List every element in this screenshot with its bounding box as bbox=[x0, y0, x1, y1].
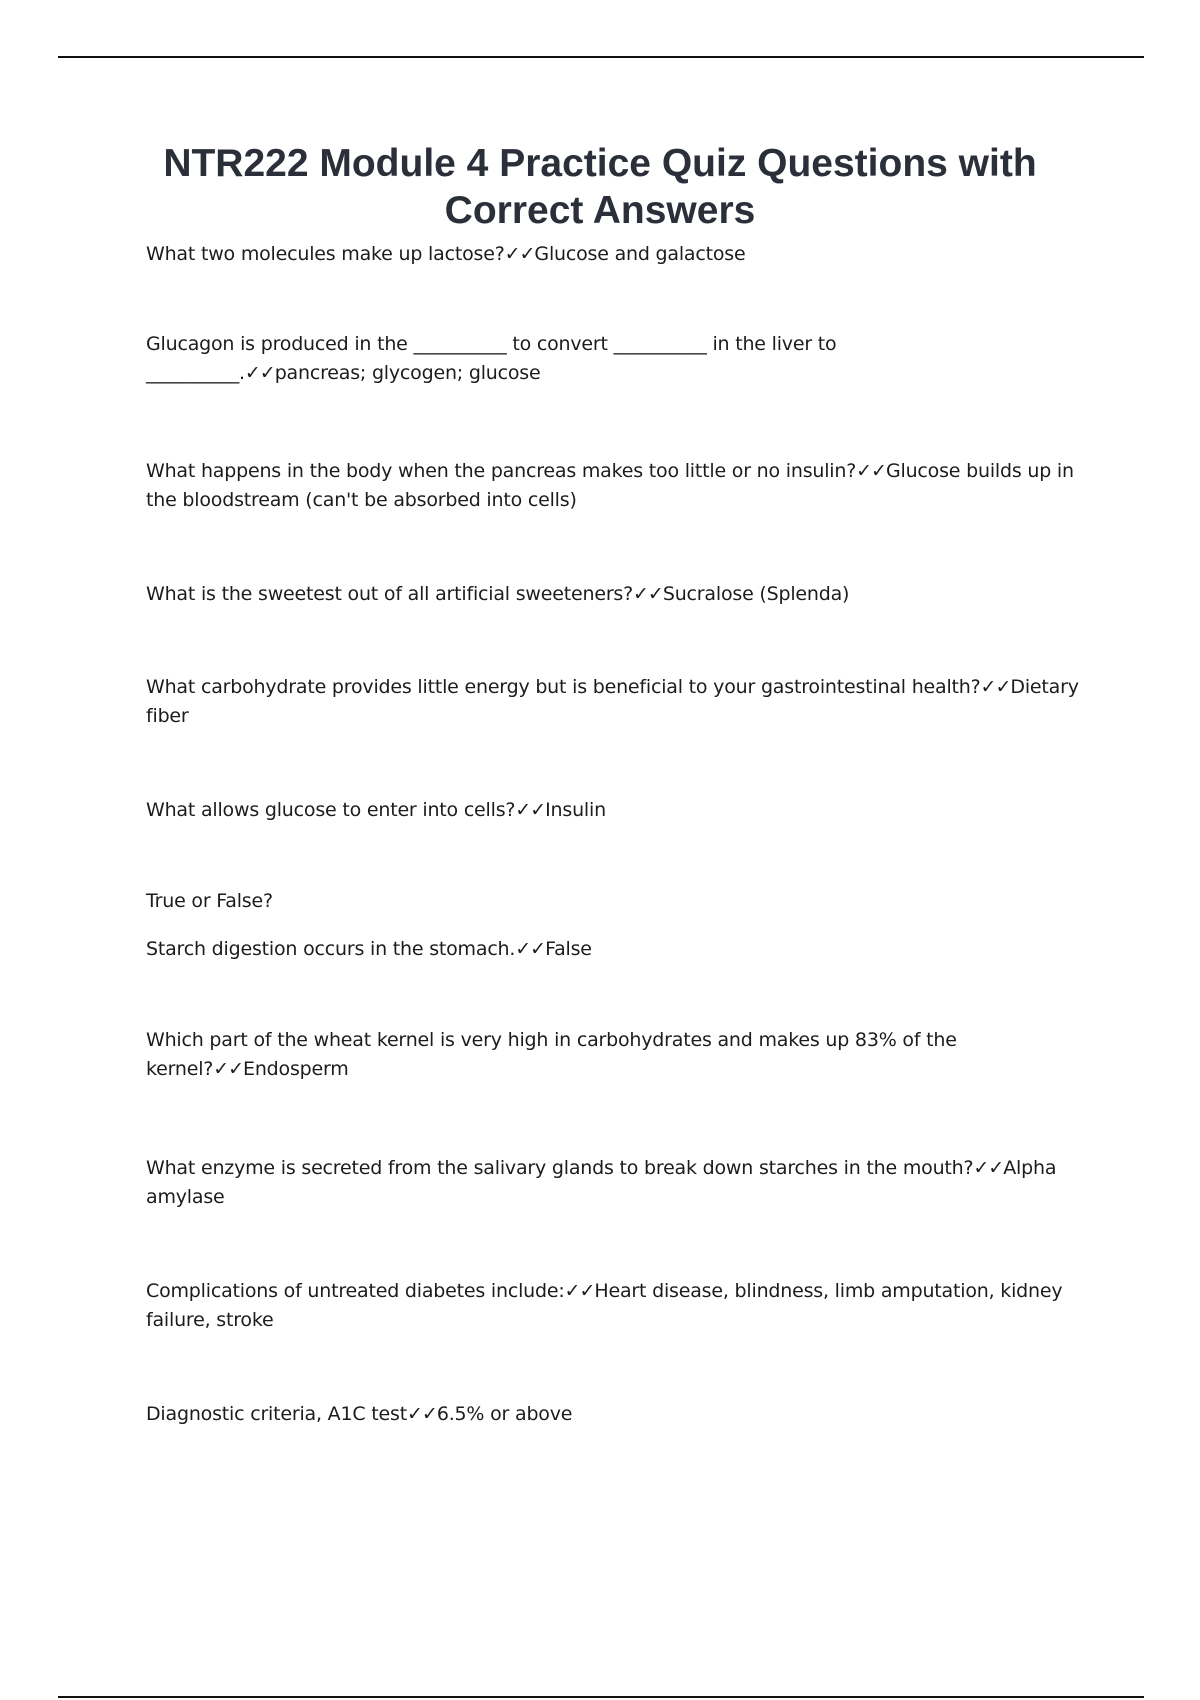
question-text: Diagnostic criteria, A1C test bbox=[146, 1403, 407, 1425]
question-text: What carbohydrate provides little energy but is beneficial to your gastrointestinal health? bbox=[146, 676, 981, 698]
qa-item-7-prompt bbox=[146, 887, 1096, 916]
answer-text: Heart disease, blindness, limb amputation, kidney failure, stroke bbox=[146, 1280, 1063, 1331]
qa-item-4 bbox=[146, 580, 1096, 609]
qa-item-11 bbox=[146, 1400, 1096, 1429]
check-mark: ✓✓ bbox=[564, 1280, 595, 1302]
check-mark: ✓✓ bbox=[633, 583, 663, 605]
answer-text: Insulin bbox=[545, 799, 606, 821]
question-text: Glucagon is produced in the __________ to convert __________ in the liver to bbox=[146, 333, 837, 355]
qa-item-10 bbox=[146, 1277, 1096, 1335]
question-text: Which part of the wheat kernel is very high in carbohydrates and makes up 83% of the bbox=[146, 1029, 957, 1051]
answer-text: 6.5% or above bbox=[436, 1403, 573, 1425]
answer-text: Glucose builds up in the bloodstream (can't be absorbed into cells) bbox=[146, 460, 1074, 511]
check-mark: ✓✓ bbox=[515, 799, 546, 821]
qa-item-1 bbox=[146, 240, 1096, 269]
check-mark: ✓✓ bbox=[856, 460, 886, 482]
title-line-2: Correct Answers bbox=[444, 189, 756, 232]
qa-item-8 bbox=[146, 1026, 1096, 1084]
answer-text: Alpha amylase bbox=[146, 1157, 1057, 1208]
question-text: Complications of untreated diabetes include: bbox=[146, 1280, 565, 1302]
qa-item-9 bbox=[146, 1154, 1096, 1212]
answer-text: pancreas; glycogen; glucose bbox=[274, 362, 541, 384]
check-mark: ✓✓ bbox=[515, 938, 546, 960]
question-text-continued: __________. bbox=[146, 362, 245, 384]
qa-item-6 bbox=[146, 796, 1096, 825]
question-text: What two molecules make up lactose? bbox=[146, 243, 505, 265]
top-rule bbox=[58, 56, 1144, 58]
qa-item-2 bbox=[146, 330, 1096, 388]
answer-text: Glucose and galactose bbox=[534, 243, 746, 265]
check-mark: ✓✓ bbox=[244, 362, 275, 384]
prompt-text: True or False? bbox=[146, 890, 273, 912]
question-text: What allows glucose to enter into cells? bbox=[146, 799, 516, 821]
question-text: What is the sweetest out of all artificial sweeteners? bbox=[146, 583, 634, 605]
check-mark: ✓✓ bbox=[973, 1157, 1004, 1179]
question-text: What enzyme is secreted from the salivary glands to break down starches in the mouth? bbox=[146, 1157, 974, 1179]
question-text: What happens in the body when the pancreas makes too little or no insulin? bbox=[146, 460, 857, 482]
answer-text: Endosperm bbox=[243, 1058, 349, 1080]
check-mark: ✓✓ bbox=[406, 1403, 437, 1425]
check-mark: ✓✓ bbox=[213, 1058, 244, 1080]
qa-item-3 bbox=[146, 457, 1096, 515]
bottom-rule bbox=[58, 1696, 1144, 1698]
question-text-continued: kernel? bbox=[146, 1058, 214, 1080]
answer-text: Sucralose (Splenda) bbox=[662, 583, 850, 605]
qa-item-7 bbox=[146, 935, 1096, 964]
answer-text: False bbox=[545, 938, 592, 960]
question-text: Starch digestion occurs in the stomach. bbox=[146, 938, 516, 960]
check-mark: ✓✓ bbox=[980, 676, 1011, 698]
title-line-1: NTR222 Module 4 Practice Quiz Questions with bbox=[163, 142, 1037, 185]
check-mark: ✓✓ bbox=[504, 243, 535, 265]
document-title bbox=[0, 140, 1200, 234]
qa-item-5 bbox=[146, 673, 1096, 731]
answer-text: Dietary fiber bbox=[146, 676, 1079, 727]
